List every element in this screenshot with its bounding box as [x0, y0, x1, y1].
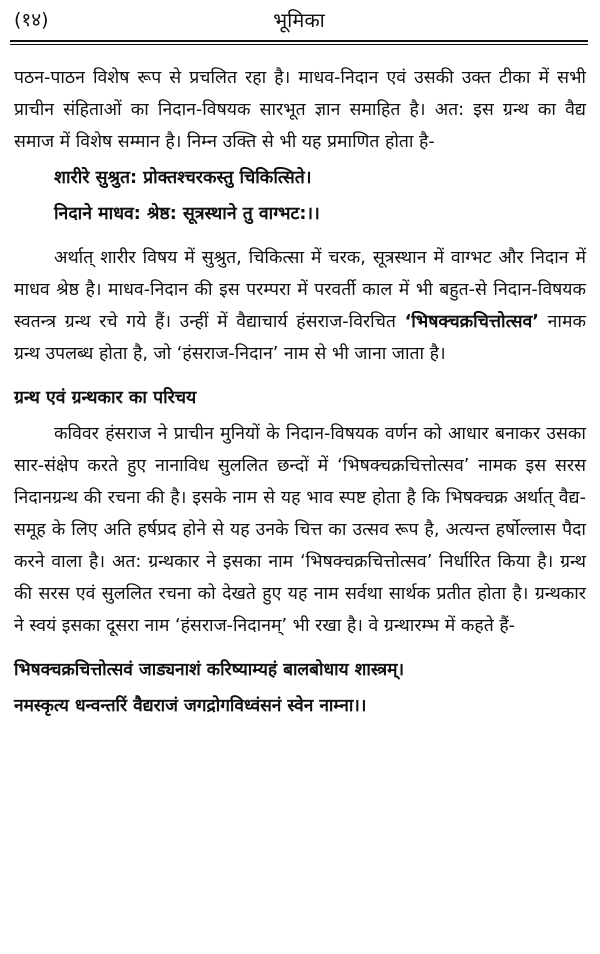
- book-title-bold: ‘भिषक्चक्रचित्तोत्सव’: [404, 312, 539, 332]
- paragraph-text: अर्थात् शारीर विषय में सुश्रुत, चिकित्सा में चरक, सूत्रस्थान में वाग्भट और निदान में माधव श्रेष्ठ है। माधव-निदान की इस परम्परा में परवर्ती काल में भी बहुत-से निदान-विषयक स्वतन्त्र ग्रन्थ रचे गये हैं। उन्हीं में वैद्याचार्य हंसराज-विरचित: [14, 248, 586, 332]
- running-title: भूमिका: [273, 8, 325, 32]
- page-number: (१४): [14, 9, 49, 31]
- paragraph-continued: पठन-पाठन विशेष रूप से प्रचलित रहा है। माधव-निदान एवं उसकी उक्त टीका में सभी प्राचीन संहिताओं का निदान-विषयक सारभूत ज्ञान समाहित है। अत: इस ग्रन्थ का वैद्य समाज में विशेष सम्मान है। निम्न उक्ति से भी यह प्रमाणित होता है-: [14, 68, 586, 152]
- paragraph-explanation: [14, 242, 586, 370]
- paragraph-text: नामक ग्रन्थ उपलब्ध होता है, जो ‘हंसराज-निदान’ नाम से भी जाना जाता है।: [14, 312, 586, 364]
- verse-line-1: शारीरे सुश्रुत: प्रोक्तश्चरकस्तु चिकित्सिते।: [54, 168, 312, 188]
- verse2-line-2: नमस्कृत्य धन्वन्तरिं वैद्यराजं जगद्रोगविध्वंसनं स्वेन नाम्ना।।: [14, 696, 367, 716]
- header-rule-thick: [10, 40, 588, 42]
- verse-line-2: निदाने माधव: श्रेष्ठ: सूत्रस्थाने तु वाग्भट:।।: [54, 204, 320, 224]
- page-header: [14, 2, 584, 38]
- header-rule-thin: [10, 44, 588, 45]
- paragraph-introduction: कविवर हंसराज ने प्राचीन मुनियों के निदान-विषयक वर्णन को आधार बनाकर उसका सार-संक्षेप करते हुए नानाविध सुललित छन्दों में ‘भिषक्चक्रचित्तोत्सव’ नामक इस सरस निदानग्रन्थ की रचना की है। इसके नाम से यह भाव स्पष्ट होता है कि भिषक्चक्र अर्थात् वैद्य-समूह के लिए अति हर्षप्रद होने से यह उनके चित्त का उत्सव रूप है, अत्यन्त हर्षोल्लास पैदा करने वाला है। अत: ग्रन्थकार ने इसका नाम ‘भिषक्चक्रचित्तोत्सव’ निर्धारित किया है। ग्रन्थ की सरस एवं सुललित रचना को देखते हुए यह नाम सर्वथा सार्थक प्रतीत होता है। ग्रन्थकार ने स्वयं इसका दूसरा नाम ‘हंसराज-निदानम्’ भी रखा है। वे ग्रन्थारम्भ में कहते हैं-: [14, 424, 586, 636]
- section-heading: ग्रन्थ एवं ग्रन्थकार का परिचय: [14, 388, 197, 408]
- page-body: [14, 62, 586, 722]
- verse2-line-1: भिषक्चक्रचित्तोत्सवं जाड्यनाशं करिष्याम्यहं बालबोधाय शास्त्रम्।: [14, 660, 405, 680]
